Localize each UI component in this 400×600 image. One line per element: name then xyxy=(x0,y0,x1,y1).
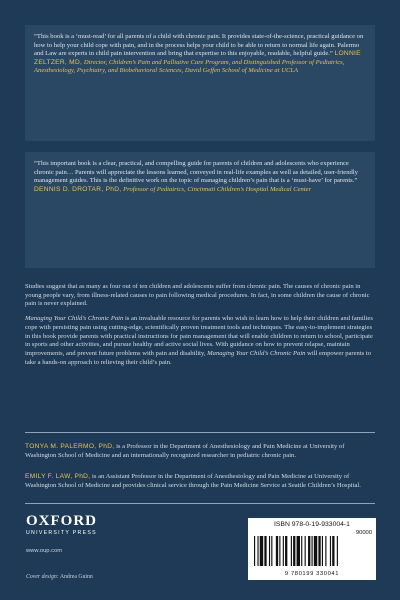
divider xyxy=(25,503,375,504)
author-1-name: TONYA M. PALERMO, PhD, xyxy=(25,443,115,450)
isbn-text: ISBN 978-0-19-933004-1 xyxy=(274,521,350,528)
author-1-text: is a Professor in the Department of Anesthesiology and Pain Medicine at University of Washington School of Medicine and an internationally recognized researcher in pediatric chronic pain. xyxy=(25,443,345,459)
praise-quote-2-role: Professor of Pediatrics, Cincinnati Children’s Hospital Medical Center xyxy=(123,185,312,193)
publisher-url: www.oup.com xyxy=(26,548,63,554)
author-2-text: is an Assistant Professor in the Department of Anesthesiology and Pain Medicine at University of Washington School of Medicine and provides clinical service through the Pain Medicine Service at Seattle Children’s Hospital. xyxy=(25,473,361,489)
praise-quote-1-name: LONNIE ZELTZER, MD, xyxy=(34,50,361,66)
praise-quote-2-name: DENNIS D. DROTAR, PhD, xyxy=(34,185,122,193)
author-bio-2 xyxy=(25,473,375,490)
barcode-number: 9 780199 330041 xyxy=(284,571,340,577)
barcode-box xyxy=(248,518,376,580)
praise-quote-1 xyxy=(25,25,375,141)
book-summary xyxy=(25,283,375,373)
summary-book-title: Managing Your Child’s Chronic Pain xyxy=(25,315,124,323)
cover-credit-designer: Andrea Guinn xyxy=(59,574,93,580)
publisher-logo xyxy=(26,514,136,536)
author-2-name: EMILY F. LAW, PhD, xyxy=(25,473,91,480)
summary-book-title-2: Managing Your Child’s Chronic Pain xyxy=(207,349,306,357)
praise-quote-1-text: “This book is a ‘must-read’ for all parents of a child with chronic pain. It provides state-of-the-science, practical guidance on how to help your child cope with pain, and in the process helps your child to be able to return to normal life again. Palermo and Law are experts in child pain intervention and bring that expertise to this enjoyable, readable, helpful guide.” xyxy=(34,33,364,58)
barcode-icon xyxy=(254,536,370,566)
praise-quote-2-attribution xyxy=(34,186,311,193)
cover-credit xyxy=(26,574,93,580)
divider xyxy=(25,432,375,433)
price-code: 90000 xyxy=(355,530,372,536)
publisher-name: OXFORD xyxy=(26,513,97,529)
cover-credit-label: Cover design: xyxy=(26,574,59,580)
summary-paragraph-2-end: will empower parents to take a hands-on approach to relieving their child’s pain. xyxy=(25,349,372,366)
praise-quote-2 xyxy=(25,152,375,268)
praise-quote-2-text: “This important book is a clear, practical, and compelling guide for parents of children and adolescents who experience chronic pain… Parents will appreciate the lessons learned, conveyed in real-life examples as well as detailed, user-friendly management guides. This is the definitive work on the topic of managing children’s pain that is a ‘must-have’ for parents.” xyxy=(34,160,358,185)
praise-quote-1-role: Director, Children’s Pain and Palliative Care Program, and Distinguished Professor of Pediatrics, Anesthesiology, Psychiatry, and Biobehavioral Sciences, David Geffen School of Medicine at UCLA xyxy=(34,58,345,75)
summary-paragraph-2 xyxy=(25,315,375,367)
publisher-subtitle: UNIVERSITY PRESS xyxy=(26,530,97,536)
author-bio-1 xyxy=(25,443,375,460)
summary-paragraph-1: Studies suggest that as many as four out of ten children and adolescents suffer from chronic pain. The causes of chronic pain in young people vary, from illness-related causes to pain following medical procedures. In fact, in some children the cause of chronic pain is never explained. xyxy=(25,283,370,308)
summary-paragraph-2-text: is an invaluable resource for parents who wish to learn how to help their children and families cope with persisting pain using cutting-edge, scientifically proven treatment tools and techniques. The easy-to-implement strategies in this book provide parents with practical instructions for pain management that will enable children to return to school, participate in sports and other activities, and pursue healthy and active social lives. With guidance on how to prevent relapse, maintain improvements, and prevent future problems with pain and disability, xyxy=(25,315,373,357)
